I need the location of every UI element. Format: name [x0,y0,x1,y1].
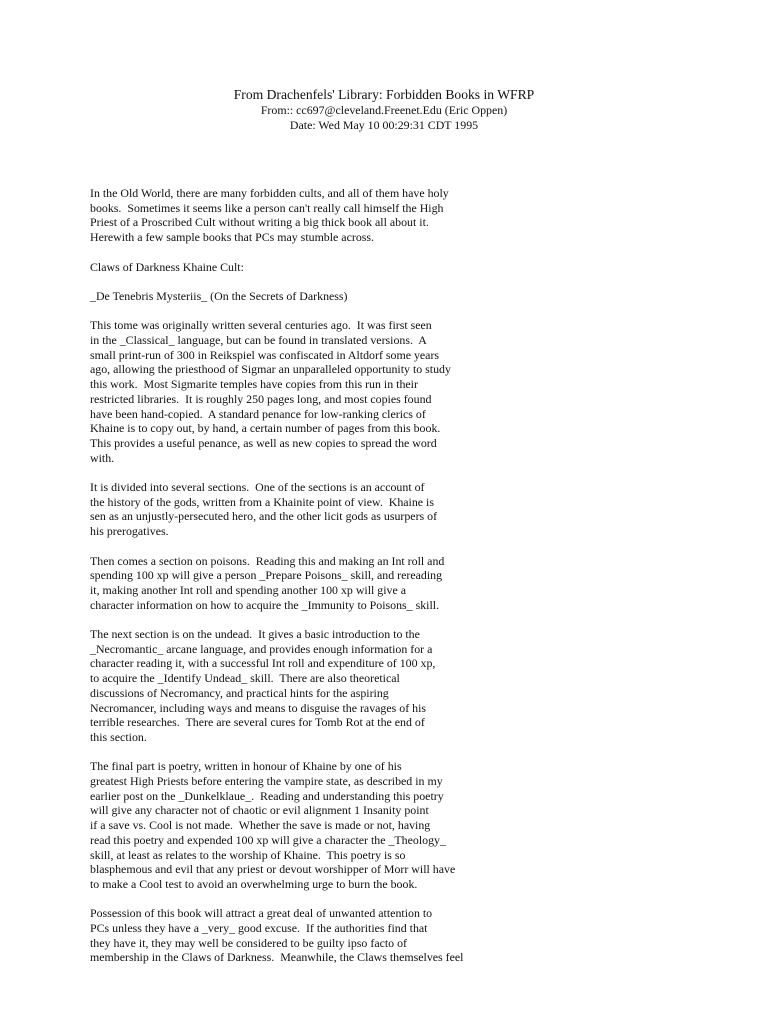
paragraph [90,480,510,539]
text-line: sen as an unjustly-persecuted hero, and the other licit gods as usurpers of [90,509,438,524]
text-line: skill, at least as relates to the worship of Khaine. This poetry is so [90,847,406,862]
text-line: the history of the gods, written from a Khainite point of view. Khaine is [90,494,434,509]
text-line: this section. [90,729,147,744]
text-line: This provides a useful penance, as well as new copies to spread the word [90,435,437,450]
text-line: The next section is on the undead. It gives a basic introduction to the [90,627,420,641]
text-line: blasphemous and evil that any priest or devout worshipper of Morr will have [90,862,456,877]
text-line: character information on how to acquire the _Immunity to Poisons_ skill. [90,597,440,612]
paragraph [90,289,510,304]
text-line: _Necromantic_ arcane language, and provides enough information for a [90,641,433,656]
text-line: Necromancer, including ways and means to disguise the ravages of his [90,700,426,715]
date-line: Date: Wed May 10 00:29:31 CDT 1995 [289,117,479,132]
text-line: It is divided into several sections. One of the sections is an account of [90,480,425,494]
paragraph [90,318,510,465]
text-line: The final part is poetry, written in honour of Khaine by one of his [90,759,402,774]
paragraph [90,627,510,745]
text-line: terrible researches. There are several cures for Tomb Rot at the end of [90,715,425,730]
text-line: Herewith a few sample books that PCs may stumble across. [90,230,374,245]
document-header [0,86,768,132]
text-line: have been hand-copied. A standard penance for low-ranking clerics of [90,406,426,421]
text-line: Then comes a section on poisons. Reading this and making an Int roll and [90,553,445,568]
document-body [90,186,510,980]
document-title: From Drachenfels' Library: Forbidden Books in WFRP [233,87,535,102]
text-line: if a save vs. Cool is not made. Whether the save is made or not, having [90,818,431,833]
paragraph [90,554,510,613]
text-line: This tome was originally written several centuries ago. It was first seen [90,318,432,333]
paragraph [90,260,510,275]
text-line: Possession of this book will attract a great deal of unwanted attention to [90,906,433,921]
text-line: membership in the Claws of Darkness. Meanwhile, the Claws themselves feel [90,950,464,965]
text-line: earlier post on the _Dunkelklaue_. Reading and understanding this poetry [90,788,444,803]
text-line: Priest of a Proscribed Cult without writing a big thick book all about it. [90,215,429,230]
text-line: will give any character not of chaotic or evil alignment 1 Insanity point [90,803,429,818]
text-line: PCs unless they have a _very_ good excuse. If the authorities find that [90,921,428,936]
text-line: books. Sometimes it seems like a person can't really call himself the High [90,200,444,215]
text-line: with. [90,450,115,465]
from-line: From:: cc697@cleveland.Freenet.Edu (Eric Oppen) [260,103,508,117]
text-line: to make a Cool test to avoid an overwhelming urge to burn the book. [90,876,418,891]
text-line: _De Tenebris Mysteriis_ (On the Secrets of Darkness) [90,288,348,303]
text-line: Khaine is to copy out, by hand, a certain number of pages from this book. [90,421,441,436]
text-line: his prerogatives. [90,524,169,539]
text-line: to acquire the _Identify Undead_ skill. There are also theoretical [90,671,400,686]
paragraph [90,759,510,891]
text-line: spending 100 xp will give a person _Prepare Poisons_ skill, and rereading [90,568,443,583]
text-line: character reading it, with a successful Int roll and expenditure of 100 xp, [90,656,436,671]
text-line: In the Old World, there are many forbidden cults, and all of them have holy [90,186,449,200]
text-line: greatest High Priests before entering the vampire state, as described in my [90,774,443,789]
text-line: restricted libraries. It is roughly 250 pages long, and most copies found [90,391,432,406]
text-line: they have it, they may well be considered to be guilty ipso facto of [90,935,407,950]
text-line: ago, allowing the priesthood of Sigmar an unparalleled opportunity to study [90,362,451,377]
text-line: small print-run of 300 in Reikspiel was confiscated in Altdorf some years [90,347,440,362]
text-line: it, making another Int roll and spending another 100 xp will give a [90,582,407,597]
text-line: in the _Classical_ language, but can be found in translated versions. A [90,332,427,347]
text-line: Claws of Darkness Khaine Cult: [90,259,244,274]
text-line: discussions of Necromancy, and practical hints for the aspiring [90,685,389,700]
text-line: read this poetry and expended 100 xp will give a character the _Theology_ [90,832,446,847]
text-line: this work. Most Sigmarite temples have copies from this run in their [90,377,418,392]
paragraph [90,906,510,965]
paragraph [90,186,510,245]
